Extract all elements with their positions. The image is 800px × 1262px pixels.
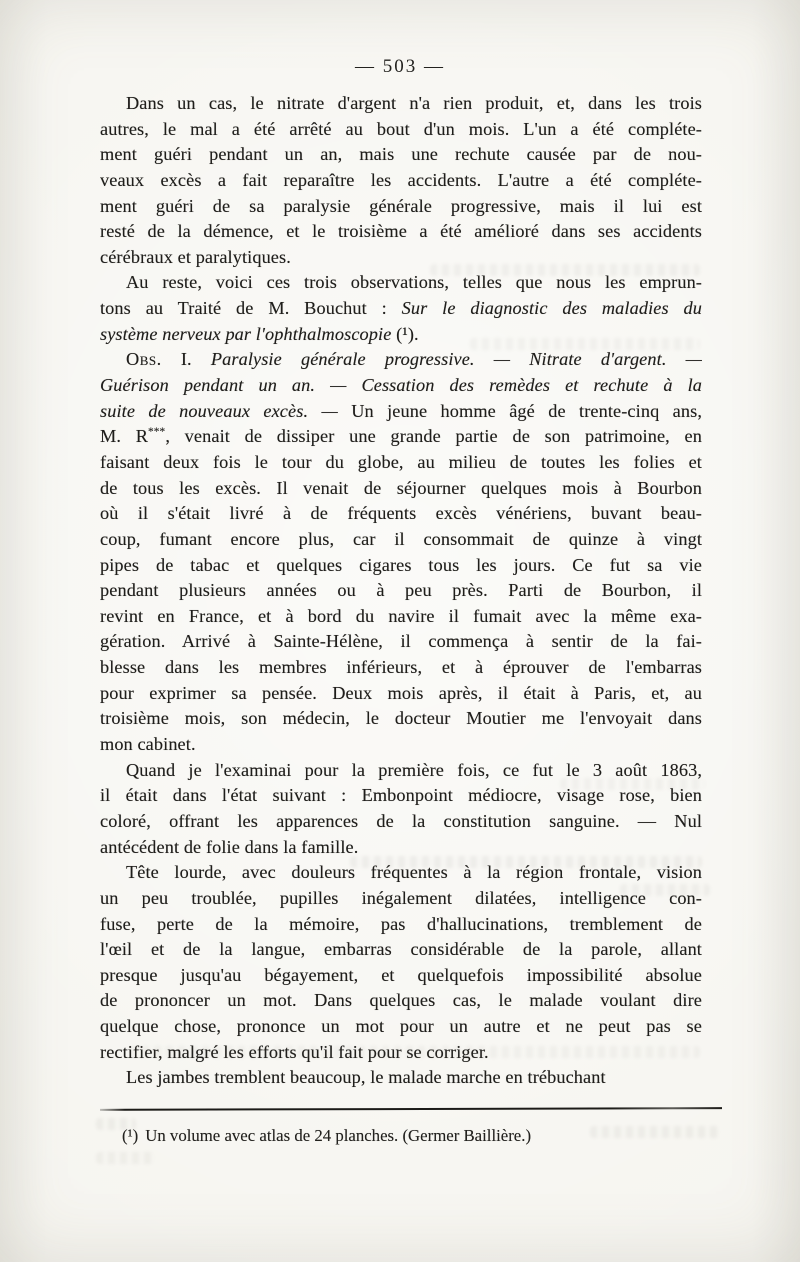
text-line — [100, 732, 702, 758]
text-run: de tous les excès. Il venait de séjourner quelques mois à Bourbon — [100, 477, 702, 498]
text-block — [100, 91, 702, 1091]
text-line — [100, 296, 702, 322]
text-run: *** — [148, 426, 166, 439]
text-run: I. — [161, 349, 211, 370]
text-run: Sur le diagnostic des maladies du — [401, 298, 702, 319]
text-run: troisième mois, son médecin, le docteur Moutier me l'envoyait dans — [100, 708, 702, 729]
footnote-text: Un volume avec atlas de 24 planches. (Germer Baillière.) — [145, 1126, 532, 1145]
text-run: Les jambes tremblent beaucoup, le malade marche en trébuchant — [126, 1067, 606, 1088]
paragraph — [100, 758, 702, 861]
text-line — [100, 783, 702, 809]
text-line — [100, 347, 702, 373]
text-line — [100, 1014, 702, 1040]
text-line — [100, 424, 702, 450]
text-run: Paralysie générale progressive. — Nitrate d'argent. — — [210, 349, 702, 370]
text-run: antécédent de folie dans la famille. — [100, 836, 359, 857]
text-line — [100, 1040, 702, 1066]
text-line — [100, 245, 702, 271]
text-line — [100, 809, 702, 835]
text-run: pour exprimer sa pensée. Deux mois après, il était à Paris, et, au — [100, 682, 702, 703]
text-run: quelque chose, prononce un mot pour un autre et ne peut pas se — [100, 1016, 702, 1037]
text-run: de prononcer un mot. Dans quelques cas, le malade voulant dire — [100, 990, 702, 1011]
text-run: Quand je l'examinai pour la première fois, ce fut le 3 août 1863, — [126, 759, 702, 780]
text-run: coup, fumant encore plus, car il consommait de quinze à vingt — [100, 528, 702, 549]
text-line — [100, 706, 702, 732]
text-run: faisant deux fois le tour du globe, au milieu de toutes les folies et — [100, 451, 702, 472]
paragraph — [100, 860, 702, 1065]
text-run: ment guéri de sa paralysie générale progressive, mais il lui est — [100, 195, 702, 216]
text-line — [100, 758, 702, 784]
text-run: veaux excès a fait reparaître les accidents. L'autre a été compléte- — [100, 169, 702, 190]
text-run: Un jeune homme âgé de trente-cinq ans, — [351, 400, 702, 421]
text-line — [100, 117, 702, 143]
text-run: presque jusqu'au bégayement, et quelquefois impossibilité absolue — [100, 964, 702, 985]
text-run: gération. Arrivé à Sainte-Hélène, il commença à sentir de la fai- — [100, 631, 702, 652]
text-run: il était dans l'état suivant : Embonpoint médiocre, visage rose, bien — [100, 785, 702, 806]
text-run: cérébraux et paralytiques. — [100, 246, 291, 267]
text-line — [100, 194, 702, 220]
text-run: Au reste, voici ces trois observations, telles que nous les emprun- — [126, 272, 702, 293]
text-run: où il s'était livré à de fréquents excès vénériens, buvant beau- — [100, 503, 702, 524]
text-line — [100, 219, 702, 245]
text-line — [100, 578, 702, 604]
footnote-rule — [100, 1107, 722, 1111]
text-line — [100, 527, 702, 553]
text-line — [100, 655, 702, 681]
text-line — [100, 399, 702, 425]
text-run: Tête lourde, avec douleurs fréquentes à la région frontale, vision — [126, 862, 702, 883]
text-line — [100, 142, 702, 168]
paragraph — [100, 91, 702, 270]
text-run: système nerveux par l'ophthalmoscopie — [100, 323, 397, 344]
text-line — [100, 963, 702, 989]
text-run: (¹). — [396, 323, 419, 344]
text-line — [100, 270, 702, 296]
text-line — [100, 501, 702, 527]
text-run: Obs. — [126, 349, 162, 370]
text-line — [100, 91, 702, 117]
footnote — [100, 1124, 702, 1147]
text-run: rectifier, malgré les efforts qu'il fait pour se corriger. — [100, 1041, 489, 1062]
text-line — [100, 450, 702, 476]
text-line — [100, 322, 702, 348]
paragraph — [100, 270, 702, 347]
text-run: pipes de tabac et quelques cigares tous les jours. Ce fut sa vie — [100, 554, 702, 575]
footnote-marker: (¹) — [122, 1126, 139, 1145]
page-number: — 503 — — [355, 56, 445, 77]
text-run: autres, le mal a été arrêté au bout d'un mois. L'un a été compléte- — [100, 118, 702, 139]
text-line — [100, 912, 702, 938]
text-run: tons au Traité de M. Bouchut : — [100, 298, 402, 319]
paragraph — [100, 1065, 702, 1091]
text-line — [100, 988, 702, 1014]
text-line — [100, 604, 702, 630]
text-line — [100, 835, 702, 861]
text-run: Guérison pendant un an. — Cessation des remèdes et rechute à la — [100, 375, 702, 396]
text-line — [100, 629, 702, 655]
text-run: ment guéri pendant un an, mais une rechute causée par de nou- — [100, 144, 702, 165]
bleed-through-artifact — [96, 1152, 156, 1164]
text-line — [100, 937, 702, 963]
text-run: pendant plusieurs années ou à peu près. Parti de Bourbon, il — [100, 580, 702, 601]
text-run: l'œil et de la langue, embarras considérable de la parole, allant — [100, 939, 702, 960]
text-run: M. R — [100, 426, 149, 447]
text-run: revint en France, et à bord du navire il fumait avec la même exa- — [100, 605, 702, 626]
text-line — [100, 886, 702, 912]
text-line — [100, 681, 702, 707]
text-run: suite de nouveaux excès. — — [100, 400, 352, 421]
text-line — [100, 553, 702, 579]
text-run: , venait de dissiper une grande partie de son patrimoine, en — [165, 426, 702, 447]
text-run: blesse dans les membres inférieurs, et à éprouver de l'embarras — [100, 657, 702, 678]
paragraph — [100, 347, 702, 757]
text-run: un peu troublée, pupilles inégalement dilatées, intelligence con- — [100, 887, 702, 908]
text-line — [100, 168, 702, 194]
text-run: Dans un cas, le nitrate d'argent n'a rien produit, et, dans les trois — [126, 93, 702, 113]
text-line — [100, 1065, 702, 1091]
text-line — [100, 373, 702, 399]
text-run: mon cabinet. — [100, 734, 196, 755]
text-line — [100, 860, 702, 886]
text-run: fuse, perte de la mémoire, pas d'hallucinations, tremblement de — [100, 913, 702, 934]
text-run: resté de la démence, et le troisième a été amélioré dans ses accidents — [100, 221, 702, 242]
text-run: coloré, offrant les apparences de la constitution sanguine. — Nul — [100, 810, 702, 831]
text-line — [100, 476, 702, 502]
